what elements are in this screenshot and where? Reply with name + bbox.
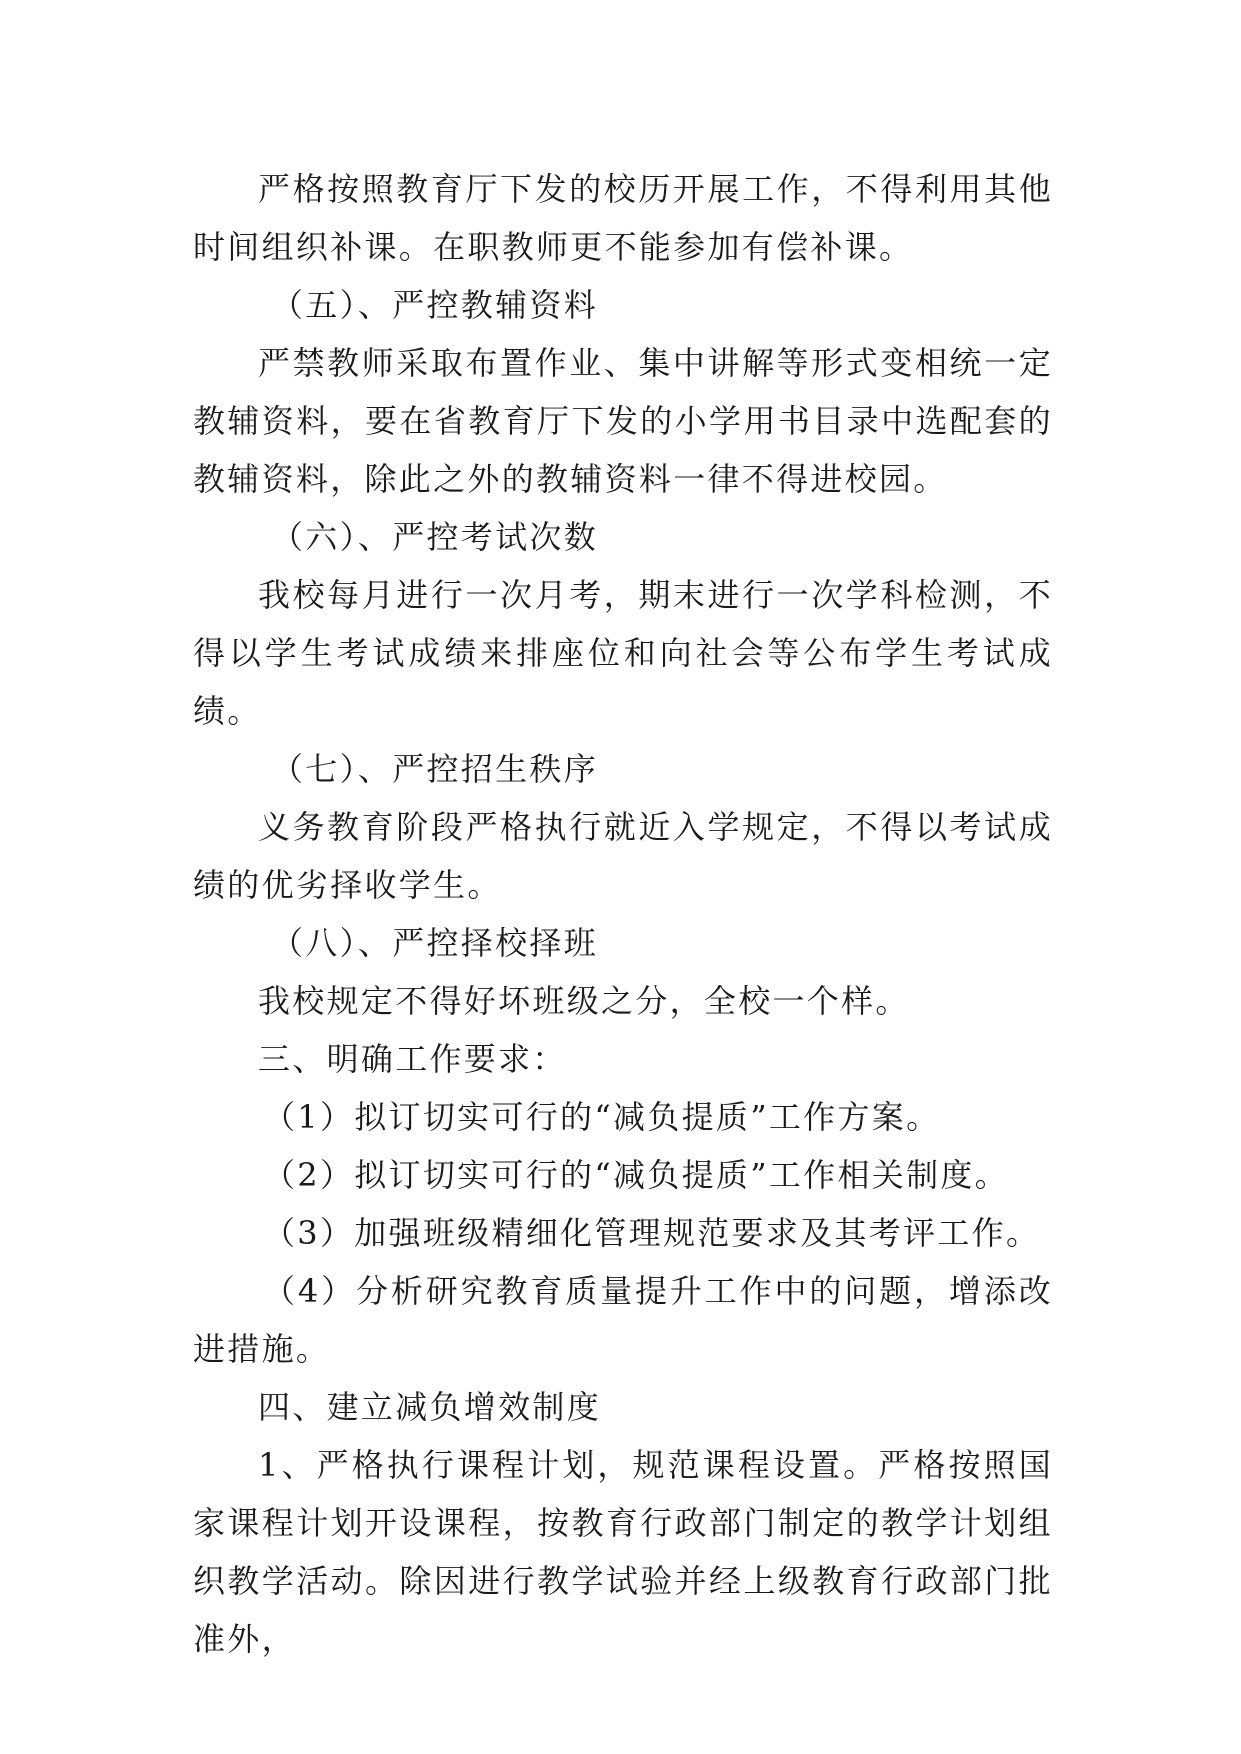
section-heading: 三、明确工作要求： — [258, 1040, 567, 1078]
paragraph: 义务教育阶段严格执行就近入学规定，不得以考试成绩的优劣择收学生。 — [193, 808, 1053, 904]
paragraph: 我校每月进行一次月考，期末进行一次学科检测，不得以学生考试成绩来排座位和向社会等公布学生考试成绩。 — [193, 576, 1053, 730]
section-heading: （五）、严控教辅资料 — [271, 286, 599, 324]
list-item: （4）分析研究教育质量提升工作中的问题，增添改进措施。 — [193, 1272, 1053, 1368]
section-heading: （六）、严控考试次数 — [271, 518, 599, 556]
list-item: （1）拟订切实可行的“减负提质”工作方案。 — [263, 1098, 941, 1136]
paragraph: 严格按照教育厅下发的校历开展工作，不得利用其他时间组织补课。在职教师更不能参加有偿补课。 — [193, 170, 1053, 266]
document-body — [193, 160, 1053, 1668]
list-item: （3）加强班级精细化管理规范要求及其考评工作。 — [263, 1214, 1041, 1252]
paragraph: 我校规定不得好坏班级之分，全校一个样。 — [258, 982, 910, 1020]
section-heading: （八）、严控择校择班 — [271, 924, 599, 962]
paragraph: 1、严格执行课程计划，规范课程设置。严格按照国家课程计划开设课程，按教育行政部门制定的教学计划组织教学活动。除因进行教学试验并经上级教育行政部门批准外， — [193, 1446, 1053, 1658]
list-item: （2）拟订切实可行的“减负提质”工作相关制度。 — [263, 1156, 1009, 1194]
paragraph: 严禁教师采取布置作业、集中讲解等形式变相统一定教辅资料，要在省教育厅下发的小学用书目录中选配套的教辅资料，除此之外的教辅资料一律不得进校园。 — [193, 344, 1053, 498]
section-heading: 四、建立减负增效制度 — [258, 1388, 602, 1426]
section-heading: （七）、严控招生秩序 — [271, 750, 599, 788]
